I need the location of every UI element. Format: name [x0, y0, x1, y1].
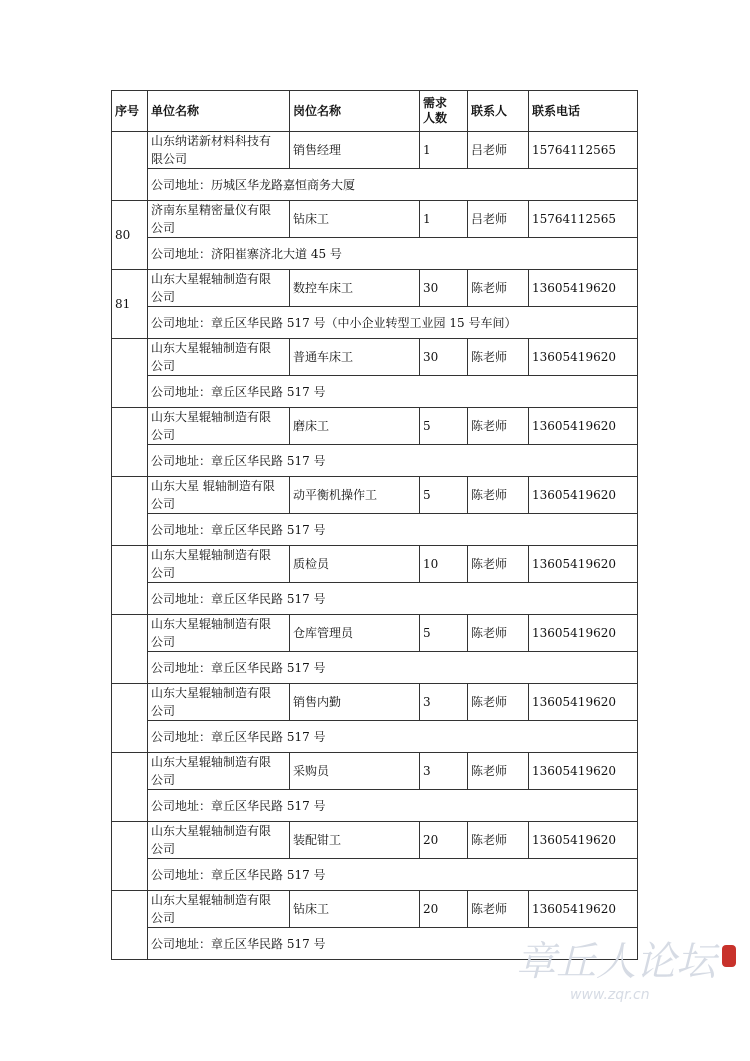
address-cell [148, 790, 638, 822]
company-line2: 公司 [151, 290, 176, 304]
company-cell [148, 684, 290, 721]
position-cell: 销售内勤 [290, 684, 420, 721]
table-row [112, 270, 638, 307]
address-row [112, 721, 638, 753]
company-line2: 公司 [151, 635, 176, 649]
company-line1: 济南东星精密量仪有限 [151, 203, 272, 217]
seq-cell [112, 546, 148, 615]
table-row [112, 201, 638, 238]
seq-cell [112, 477, 148, 546]
header-contact: 联系人 [468, 91, 529, 132]
address-cell [148, 307, 638, 339]
address-prefix: 公司地址： [151, 660, 212, 675]
company-line1: 山东大星辊轴制造有限 [151, 410, 272, 424]
count-cell: 5 [420, 408, 468, 445]
contact-cell: 陈老师 [468, 615, 529, 652]
header-position: 岗位名称 [290, 91, 420, 132]
company-line2: 公司 [151, 842, 176, 856]
table-row [112, 684, 638, 721]
watermark-url: www.zqr.cn [570, 987, 650, 1003]
company-line2: 公司 [151, 566, 176, 580]
position-cell: 装配钳工 [290, 822, 420, 859]
phone-cell: 13605419620 [529, 270, 638, 307]
contact-cell: 陈老师 [468, 822, 529, 859]
company-line1: 山东大星辊轴制造有限 [151, 824, 272, 838]
job-table-body [112, 132, 638, 960]
address-text: 章丘区华民路 517 号 [211, 453, 326, 468]
address-row [112, 514, 638, 546]
address-text: 章丘区华民路 517 号 [211, 729, 326, 744]
forum-watermark-logo [512, 935, 740, 1005]
company-cell [148, 615, 290, 652]
address-prefix: 公司地址： [151, 522, 212, 537]
contact-cell: 陈老师 [468, 891, 529, 928]
header-need-line1: 需求 [423, 96, 448, 110]
header-phone: 联系电话 [529, 91, 638, 132]
company-line2: 公司 [151, 221, 176, 235]
company-cell [148, 753, 290, 790]
company-cell [148, 822, 290, 859]
company-cell [148, 891, 290, 928]
company-line1: 山东大星 辊轴制造有限 [151, 479, 275, 493]
watermark-title: 章丘人论坛 [516, 939, 716, 985]
phone-cell: 15764112565 [529, 132, 638, 169]
address-cell [148, 169, 638, 201]
count-cell: 20 [420, 891, 468, 928]
address-prefix: 公司地址： [151, 315, 212, 330]
company-cell [148, 270, 290, 307]
table-row [112, 615, 638, 652]
seq-cell [112, 822, 148, 891]
company-line1: 山东大星辊轴制造有限 [151, 686, 272, 700]
seq-cell [112, 891, 148, 960]
position-cell: 仓库管理员 [290, 615, 420, 652]
seq-cell [112, 132, 148, 201]
seq-cell [112, 615, 148, 684]
address-prefix: 公司地址： [151, 867, 212, 882]
company-cell [148, 339, 290, 376]
company-line1: 山东纳诺新材料科技有 [151, 134, 272, 148]
header-seq: 序号 [112, 91, 148, 132]
position-cell: 数控车床工 [290, 270, 420, 307]
count-cell: 30 [420, 270, 468, 307]
phone-cell: 13605419620 [529, 615, 638, 652]
address-cell [148, 445, 638, 477]
count-cell: 20 [420, 822, 468, 859]
table-row [112, 753, 638, 790]
header-need-line2: 人数 [423, 111, 448, 125]
address-row [112, 859, 638, 891]
address-row [112, 376, 638, 408]
company-line2: 公司 [151, 428, 176, 442]
position-cell: 销售经理 [290, 132, 420, 169]
phone-cell: 13605419620 [529, 477, 638, 514]
position-cell: 钻床工 [290, 201, 420, 238]
job-listing-table [111, 90, 638, 960]
address-row [112, 652, 638, 684]
seq-cell [112, 753, 148, 822]
company-line2: 限公司 [151, 152, 188, 166]
company-line2: 公司 [151, 773, 176, 787]
address-cell [148, 514, 638, 546]
position-cell: 普通车床工 [290, 339, 420, 376]
address-cell [148, 652, 638, 684]
table-row [112, 408, 638, 445]
table-row [112, 339, 638, 376]
company-line1: 山东大星辊轴制造有限 [151, 548, 272, 562]
address-text: 历城区华龙路嘉恒商务大厦 [211, 177, 356, 192]
seq-cell: 80 [112, 201, 148, 270]
phone-cell: 13605419620 [529, 546, 638, 583]
table-row [112, 132, 638, 169]
company-cell [148, 477, 290, 514]
seq-cell [112, 408, 148, 477]
address-text: 章丘区华民路 517 号 [211, 522, 326, 537]
contact-cell: 陈老师 [468, 477, 529, 514]
address-row [112, 307, 638, 339]
address-text: 章丘区华民路 517 号 [211, 936, 326, 951]
address-prefix: 公司地址： [151, 246, 212, 261]
position-cell: 采购员 [290, 753, 420, 790]
header-need-count [420, 91, 468, 132]
address-cell [148, 721, 638, 753]
address-row [112, 790, 638, 822]
address-row [112, 169, 638, 201]
header-row [112, 91, 638, 132]
table-row [112, 822, 638, 859]
seq-cell: 81 [112, 270, 148, 339]
phone-cell: 13605419620 [529, 408, 638, 445]
address-text: 章丘区华民路 517 号（中小企业转型工业园 15 号车间） [211, 315, 517, 330]
phone-cell: 13605419620 [529, 891, 638, 928]
seq-cell [112, 684, 148, 753]
phone-cell: 15764112565 [529, 201, 638, 238]
address-text: 章丘区华民路 517 号 [211, 798, 326, 813]
company-line1: 山东大星辊轴制造有限 [151, 272, 272, 286]
address-cell [148, 376, 638, 408]
company-line1: 山东大星辊轴制造有限 [151, 617, 272, 631]
phone-cell: 13605419620 [529, 684, 638, 721]
company-line1: 山东大星辊轴制造有限 [151, 755, 272, 769]
phone-cell: 13605419620 [529, 753, 638, 790]
phone-cell: 13605419620 [529, 339, 638, 376]
count-cell: 5 [420, 615, 468, 652]
address-text: 章丘区华民路 517 号 [211, 384, 326, 399]
address-text: 章丘区华民路 517 号 [211, 867, 326, 882]
contact-cell: 陈老师 [468, 408, 529, 445]
position-cell: 动平衡机操作工 [290, 477, 420, 514]
company-cell [148, 132, 290, 169]
position-cell: 磨床工 [290, 408, 420, 445]
address-prefix: 公司地址： [151, 384, 212, 399]
count-cell: 30 [420, 339, 468, 376]
company-cell [148, 408, 290, 445]
contact-cell: 陈老师 [468, 684, 529, 721]
company-line1: 山东大星辊轴制造有限 [151, 341, 272, 355]
header-company: 单位名称 [148, 91, 290, 132]
contact-cell: 陈老师 [468, 753, 529, 790]
contact-cell: 陈老师 [468, 546, 529, 583]
count-cell: 1 [420, 132, 468, 169]
address-prefix: 公司地址： [151, 453, 212, 468]
address-prefix: 公司地址： [151, 936, 212, 951]
address-prefix: 公司地址： [151, 729, 212, 744]
company-line2: 公司 [151, 359, 176, 373]
address-text: 济阳崔寨济北大道 45 号 [211, 246, 342, 261]
company-cell [148, 201, 290, 238]
address-row [112, 445, 638, 477]
company-line2: 公司 [151, 911, 176, 925]
count-cell: 10 [420, 546, 468, 583]
address-cell [148, 583, 638, 615]
table-row [112, 477, 638, 514]
count-cell: 1 [420, 201, 468, 238]
address-cell [148, 238, 638, 270]
contact-cell: 吕老师 [468, 132, 529, 169]
count-cell: 3 [420, 753, 468, 790]
count-cell: 5 [420, 477, 468, 514]
position-cell: 质检员 [290, 546, 420, 583]
table-row [112, 546, 638, 583]
contact-cell: 吕老师 [468, 201, 529, 238]
count-cell: 3 [420, 684, 468, 721]
address-cell [148, 859, 638, 891]
table-row [112, 891, 638, 928]
address-prefix: 公司地址： [151, 798, 212, 813]
address-row [112, 583, 638, 615]
address-text: 章丘区华民路 517 号 [211, 591, 326, 606]
position-cell: 钻床工 [290, 891, 420, 928]
contact-cell: 陈老师 [468, 339, 529, 376]
address-prefix: 公司地址： [151, 591, 212, 606]
company-line1: 山东大星辊轴制造有限 [151, 893, 272, 907]
seq-cell [112, 339, 148, 408]
address-text: 章丘区华民路 517 号 [211, 660, 326, 675]
phone-cell: 13605419620 [529, 822, 638, 859]
address-row [112, 238, 638, 270]
company-line2: 公司 [151, 704, 176, 718]
company-cell [148, 546, 290, 583]
address-prefix: 公司地址： [151, 177, 212, 192]
company-line2: 公司 [151, 497, 176, 511]
contact-cell: 陈老师 [468, 270, 529, 307]
